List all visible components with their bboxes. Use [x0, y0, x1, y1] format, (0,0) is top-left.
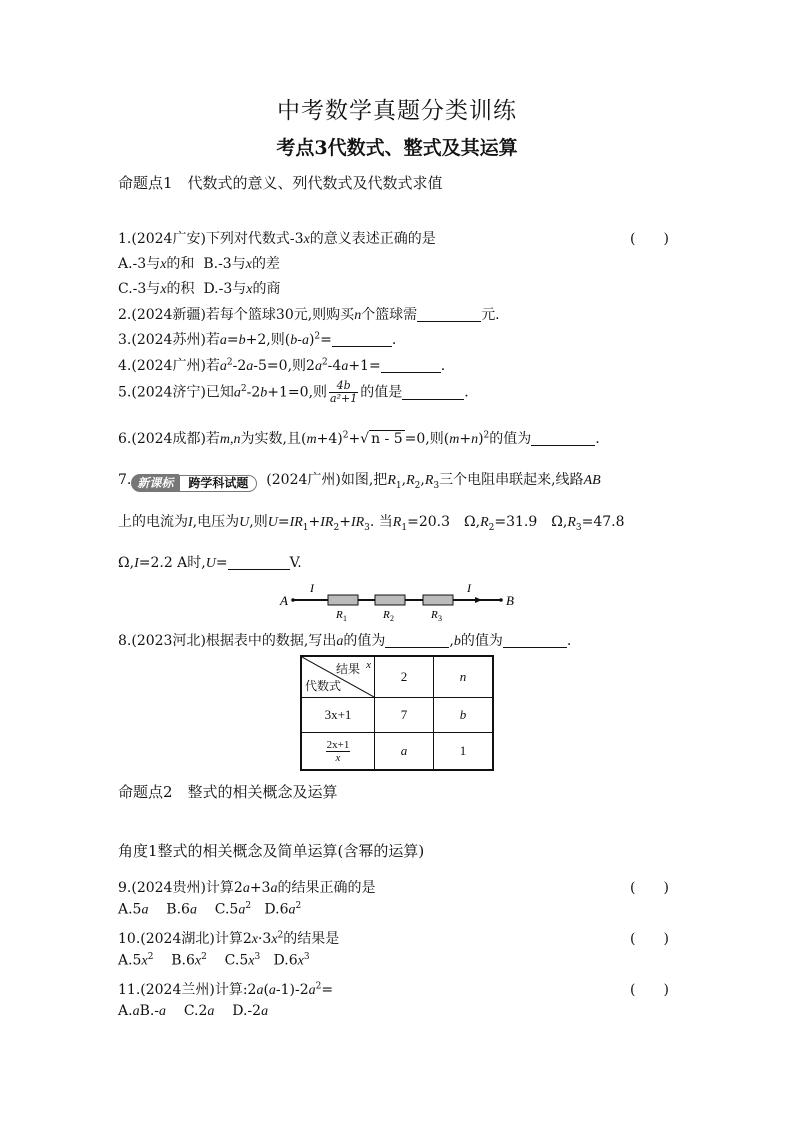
question-8: 8.(2023河北)根据表中的数据,写出a的值为 ,b的值为 . — [118, 633, 572, 649]
answer-blank[interactable] — [417, 307, 481, 322]
r3-label: R — [431, 609, 438, 621]
current-label: I — [310, 581, 314, 595]
table-cell: a — [375, 733, 434, 771]
circuit-diagram — [270, 578, 530, 624]
fraction: $\frac{4b}{\text{a²+1}}$ — [330, 379, 358, 405]
question-7-line-1: 7. 新课标 跨学科试题 (2024广州)如图,把$R_1,R_2,R_3$三个电阻串联起来,线路AB — [118, 472, 601, 491]
r2-label: R — [383, 609, 390, 621]
answer-blank[interactable] — [332, 332, 392, 347]
page-subtitle: 考点3代数式、整式及其运算 — [276, 137, 518, 159]
table-cell: 2 — [375, 656, 434, 698]
table-row — [301, 698, 493, 733]
resistor-r3 — [423, 595, 453, 605]
angle-heading-1: 角度1整式的相关概念及简单运算(含幂的运算) — [118, 842, 425, 860]
question-11: 11.(2024兰州)计算$:2a(a-1)-2a^2=$ — [118, 981, 334, 998]
badge: 新课标 跨学科试题 — [131, 474, 257, 492]
r3-subscript: 3 — [438, 614, 442, 623]
resistor-r2 — [375, 595, 405, 605]
question-7-line-2: 上的电流为I,电压为U,则$U=IR_1+IR_2+IR_3$. 当$R_1=20.3$ $\Omega,R_2=31.9$ $\Omega,R_3=47.8$ — [118, 514, 625, 533]
answer-blank[interactable] — [381, 358, 441, 373]
table-cell: 1 — [434, 733, 494, 771]
arrow-right-icon — [475, 597, 482, 603]
answer-paren-9: ( ) — [630, 880, 669, 896]
question-1: 1.(2024广安)下列对代数式-3x的意义表述正确的是 — [118, 231, 436, 247]
sqrt-icon: +√ — [348, 431, 370, 447]
answer-blank[interactable] — [503, 633, 567, 648]
terminal-b-label: B — [506, 593, 514, 608]
question-10: 10.(2024湖北)计算$2x\cdot 3x^2$的结果是 — [118, 930, 340, 947]
question-6: 6.(2024成都)若m,n为实数,且$(m+4)^2+√$ n - 5 =0,则$(m+n)^2$的值为 . — [118, 430, 600, 447]
header-result: 结果 — [335, 662, 360, 676]
header-expression: 代数式 — [305, 679, 342, 693]
answer-blank[interactable] — [531, 431, 595, 446]
answer-paren-1: ( ) — [630, 231, 669, 247]
terminal-a-label: A — [280, 593, 288, 608]
answer-blank[interactable] — [402, 385, 464, 400]
r1-subscript: 1 — [343, 614, 347, 623]
table-cell: 3x+1 — [301, 698, 375, 733]
question-10-options: $A.5x^2$ $B.6x^2$ $C.5x^3$ $D.6x^3$ — [118, 952, 310, 969]
question-3: 3.(2024苏州)若a=b+2,则$(b-a)^2=$ . — [118, 331, 397, 348]
r2-subscript: 2 — [390, 614, 394, 623]
answer-paren-10: ( ) — [630, 931, 669, 947]
question-4: 4.(2024广州)若$a^2-2a-5=0$,则$2a^2-4a+1=$ . — [118, 357, 446, 374]
table-cell: 7 — [375, 698, 434, 733]
question-7-line-3: Ω,I=2.2 A时,U= V. — [118, 555, 302, 571]
header-x: x — [366, 659, 371, 671]
terminal-b — [499, 598, 503, 602]
table-row — [301, 656, 493, 698]
answer-paren-11: ( ) — [630, 982, 669, 998]
table-cell — [301, 733, 375, 771]
table-header-diagonal — [301, 656, 375, 698]
question-5: 5.(2024济宁)已知$a^2-2b+1=0$,则 $\frac{4b}{\text{a²+1}}$ 的值是 . — [118, 379, 469, 405]
question-9-options: A.5a B.6a $C.5a^2$ $D.6a^2$ — [118, 901, 302, 918]
r1-label: R — [336, 609, 343, 621]
section-heading-1: 命题点1 代数式的意义、列代数式及代数式求值 — [118, 174, 443, 192]
page-title: 中考数学真题分类训练 — [277, 98, 517, 124]
current-label: I — [467, 581, 471, 595]
table-cell: n — [434, 656, 494, 698]
section-heading-2: 命题点2 整式的相关概念及运算 — [118, 783, 338, 801]
answer-blank[interactable] — [228, 555, 290, 570]
question-9: 9.(2024贵州)计算2a+3a的结果正确的是 — [118, 880, 376, 896]
fraction: $\frac{2x+1}{x}$ — [326, 738, 350, 764]
question-1-options-ab: A.-3与x的和 B.-3与x的差 — [118, 256, 280, 272]
table-cell: b — [434, 698, 494, 733]
data-table — [300, 655, 494, 771]
table-row — [301, 733, 493, 771]
resistor-r1 — [328, 595, 358, 605]
question-2: 2.(2024新疆)若每个篮球30元,则购买n个篮球需 元. — [118, 307, 500, 323]
question-11-options: A.aB.-a C.2a D.-2a — [118, 1003, 269, 1019]
answer-blank[interactable] — [385, 633, 449, 648]
question-1-options-cd: C.-3与x的积 D.-3与x的商 — [118, 281, 281, 297]
